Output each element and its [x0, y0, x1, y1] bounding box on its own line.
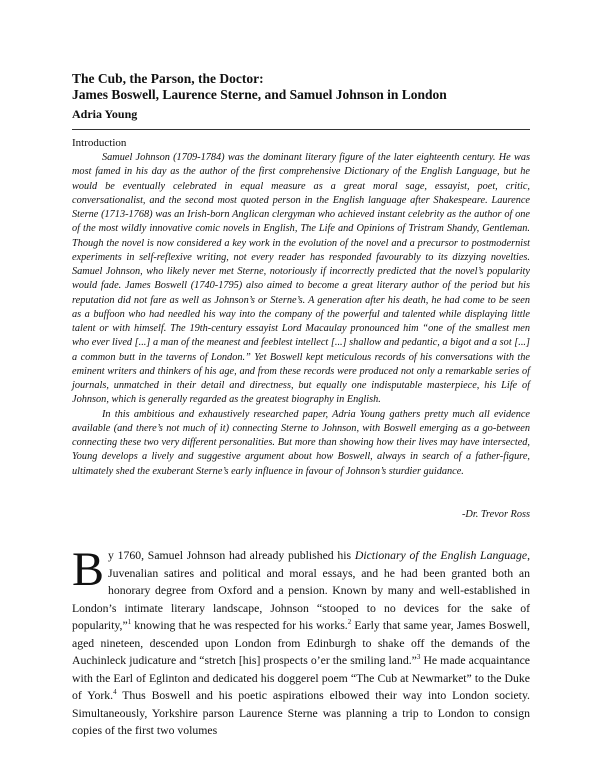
header-divider [72, 129, 530, 130]
footnote-ref-4[interactable]: 4 [113, 688, 117, 697]
abstract-signature: -Dr. Trevor Ross [462, 509, 530, 520]
body-text [72, 543, 530, 740]
author-name: Adria Young [72, 107, 138, 121]
abstract-paragraph-2: In this ambitious and exhaustively researched paper, Adria Young gathers pretty much all evidence available (and there’s not much of it) connecting Sterne to Johnson, with Boswell emerging as a go-between connecting these two very different personalities. But more than showing how their lives may have intersected, Young develops a lively and suggestive argument about how Boswell, always in search of a father-figure, ultimately shed the exuberant Sterne’s early influence in favour of Johnson’s sturdier guidance. [72, 408, 530, 477]
paper-title [72, 71, 542, 103]
footnote-ref-3[interactable]: 3 [416, 653, 421, 662]
drop-cap: B [72, 543, 105, 596]
title-line-2: James Boswell, Laurence Sterne, and Samuel Johnson in London [72, 87, 447, 102]
footnote-ref-1[interactable]: 1 [127, 618, 132, 627]
footnote-ref-2[interactable]: 2 [347, 618, 352, 627]
body-paragraph: By 1760, Samuel Johnson had already published his Dictionary of the English Language, Juvenalian satires and political and moral essays, and he had been granted both an honorary degree from Oxford and a pension. Known by many and well-established in London’s intimate literary landscape, Johnson “stooped to no devices for the sake of popularity,”$^1$ knowing that he was respected for his works.$^2$ Early that same year, James Boswell, aged nineteen, descended upon London from Edinburgh to shake off the demands of the Auchinleck judicature and “stretch [his] prospects o’er the smiling land.”$^3$ He made acquaintance with the Earl of Eglinton and dedicated his doggerel poem “The Cub at Newmarket” to the Duke of York.$^4$ Thus Boswell and his poetic aspirations elbowed their way into London society. Simultaneously, Yorkshire parson Laurence Sterne was planning a trip to London to consign copies of the first two volumes [72, 543, 530, 737]
title-line-1: The Cub, the Parson, the Doctor: [72, 71, 264, 86]
dictionary-title: Dictionary of the English Language [354, 549, 528, 562]
introduction-abstract [72, 151, 530, 479]
introduction-label: Introduction [72, 137, 127, 149]
abstract-paragraph-1: Samuel Johnson (1709-1784) was the dominant literary figure of the later eighteenth century. He was most famed in his day as the author of the first comprehensive Dictionary of the English Language, but he would be eventually celebrated in equal measure as a great moral sage, essayist, poet, critic, conversationalist, and the second most quoted person in the English language after Shakespeare. Laurence Sterne (1713-1768) was an Irish-born Anglican clergyman who achieved instant celebrity as the author of one of the most wildly innovative comic novels in English, The Life and Opinions of Tristram Shandy, Gentleman. Though the novel is now considered a key work in the evolution of the novel and a precursor to postmodernist experiments in self-reflexive writing, not every reader has responded favourably to its dizzying novelties. Samuel Johnson, who likely never met Sterne, notoriously if incorrectly predicted that the novel’s popularity would fade. James Boswell (1740-1795) also aimed to become a great literary author of the period but his reputation did not fare as well as Johnson’s or Sterne’s. A generation after his death, he had come to be seen as a buffoon who had needled his way into the company of the powerful and talented while displaying little talent or with himself. The 19th-century essayist Lord Macaulay pronounced him “one of the smallest men who ever lived [...] a man of the meanest and feeblest intellect [...] shallow and pedantic, a bigot and a sot [...] a common butt in the taverns of London.” Yet Boswell kept meticulous records of his conversations with the eminent writers and thinkers of his age, and from these records were produced not only a remarkable series of journals, unmatched in their detail and directness, but equally one indisputable masterpiece, his Life of Johnson, which is generally regarded as the greatest biography in English. [72, 152, 530, 406]
